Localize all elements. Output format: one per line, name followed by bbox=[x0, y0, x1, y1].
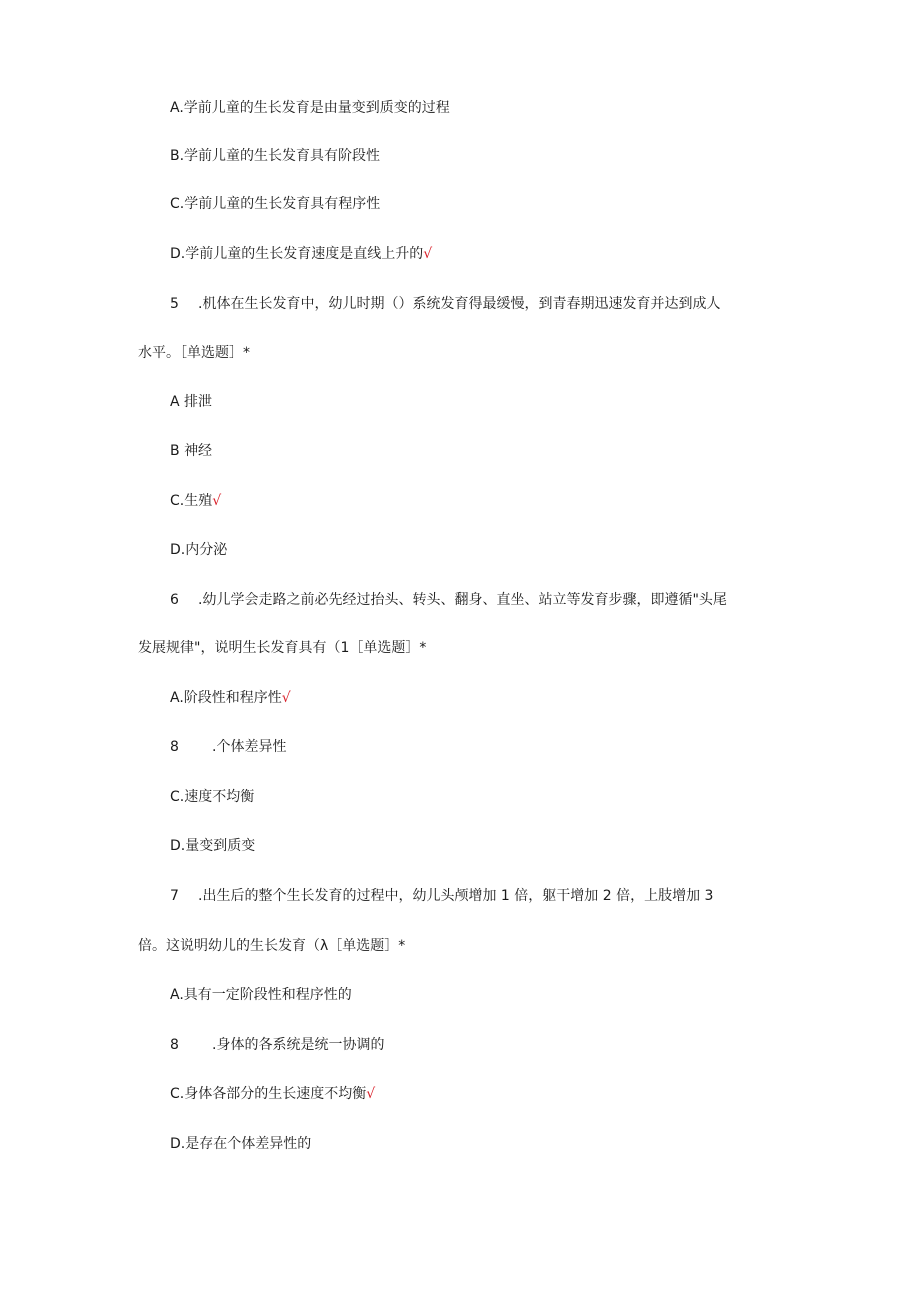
option-6-a[interactable] bbox=[170, 688, 291, 708]
question-7-stem-line1 bbox=[170, 886, 713, 906]
correct-check-icon: √ bbox=[423, 246, 433, 262]
question-5-stem-line1 bbox=[170, 294, 720, 314]
option-text: .个体差异性 bbox=[212, 739, 287, 755]
option-text: D.量变到质变 bbox=[170, 838, 256, 854]
option-5-b[interactable] bbox=[170, 441, 212, 461]
correct-check-icon: √ bbox=[212, 493, 222, 509]
option-7-d[interactable] bbox=[170, 1134, 311, 1154]
question-text: 倍。这说明幼儿的生长发育（λ［单选题］* bbox=[138, 938, 406, 954]
option-5-d[interactable] bbox=[170, 540, 227, 560]
option-prev-d[interactable] bbox=[170, 244, 432, 264]
question-6-stem-line1 bbox=[170, 590, 727, 610]
option-7-c[interactable] bbox=[170, 1084, 375, 1104]
option-text: D.是存在个体差异性的 bbox=[170, 1136, 312, 1152]
question-5-stem-line2 bbox=[138, 343, 250, 363]
option-text: 神经 bbox=[184, 443, 213, 459]
option-number: 8 bbox=[170, 739, 179, 755]
option-5-a[interactable] bbox=[170, 392, 212, 412]
option-6-c[interactable] bbox=[170, 787, 254, 807]
correct-check-icon: √ bbox=[366, 1086, 376, 1102]
question-text: 水平。［单选题］* bbox=[138, 345, 250, 361]
question-7-stem-line2 bbox=[138, 936, 405, 956]
option-5-c[interactable] bbox=[170, 491, 221, 511]
question-number: 7 bbox=[170, 888, 179, 904]
option-text: A.具有一定阶段性和程序性的 bbox=[170, 987, 352, 1003]
question-text: 发展规律"，说明生长发育具有（1［单选题］* bbox=[138, 640, 427, 656]
option-number: 8 bbox=[170, 1037, 179, 1053]
correct-check-icon: √ bbox=[281, 690, 291, 706]
option-prefix: A bbox=[170, 394, 180, 410]
question-number: 5 bbox=[170, 296, 179, 312]
option-text: 排泄 bbox=[184, 394, 213, 410]
option-prefix: B bbox=[170, 443, 180, 459]
option-text: D.学前儿童的生长发育速度是直线上升的 bbox=[170, 246, 424, 262]
option-6-b[interactable] bbox=[170, 737, 286, 757]
option-prev-a[interactable] bbox=[170, 98, 450, 118]
option-text: C.速度不均衡 bbox=[170, 789, 255, 805]
option-6-d[interactable] bbox=[170, 836, 255, 856]
option-text: C.身体各部分的生长速度不均衡 bbox=[170, 1086, 367, 1102]
option-7-a[interactable] bbox=[170, 985, 352, 1005]
question-6-stem-line2 bbox=[138, 638, 426, 658]
option-text: C.学前儿童的生长发育具有程序性 bbox=[170, 196, 381, 212]
question-text: .机体在生长发育中，幼儿时期（）系统发育得最缓慢，到青春期迅速发育并达到成人 bbox=[198, 296, 721, 312]
option-text: A.学前儿童的生长发育是由量变到质变的过程 bbox=[170, 100, 450, 116]
option-text: C.生殖 bbox=[170, 493, 213, 509]
option-text: B.学前儿童的生长发育具有阶段性 bbox=[170, 148, 381, 164]
question-text: .幼儿学会走路之前必先经过抬头、转头、翻身、直坐、站立等发育步骤，即遵循"头尾 bbox=[198, 592, 727, 608]
question-number: 6 bbox=[170, 592, 179, 608]
question-text: .出生后的整个生长发育的过程中，幼儿头颅增加 1 倍，躯干增加 2 倍，上肢增加 3 bbox=[198, 888, 714, 904]
option-prev-b[interactable] bbox=[170, 146, 380, 166]
option-7-b[interactable] bbox=[170, 1035, 384, 1055]
option-text: A.阶段性和程序性 bbox=[170, 690, 282, 706]
option-text: .身体的各系统是统一协调的 bbox=[212, 1037, 385, 1053]
option-prev-c[interactable] bbox=[170, 194, 380, 214]
option-text: D.内分泌 bbox=[170, 542, 228, 558]
